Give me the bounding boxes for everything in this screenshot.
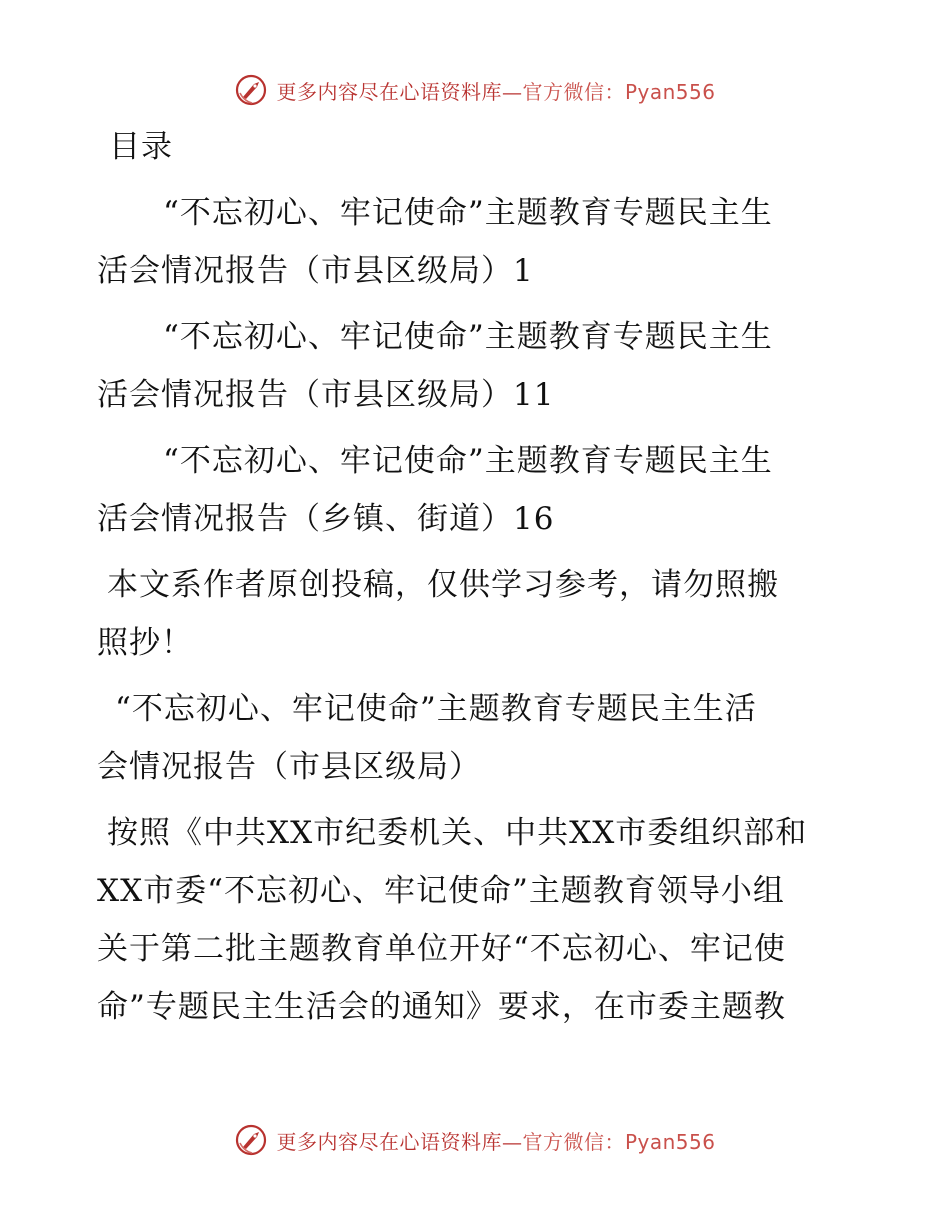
body-line2: XX市委“不忘初心、牢记使命”主题教育领导小组 — [97, 873, 785, 909]
toc-entry-line2: 活会情况报告（市县区级局）1 — [97, 253, 534, 289]
banner-wechat: 官方微信：Pyan556 — [522, 79, 716, 104]
footer-banner — [0, 1120, 950, 1160]
toc-entry[interactable] — [97, 184, 857, 300]
body-line3: 关于第二批主题教育单位开好“不忘初心、牢记使 — [97, 931, 786, 967]
section-title — [97, 680, 857, 796]
toc-title: 目录 — [109, 129, 173, 165]
banner-slogan: 更多内容尽在心语资料库 — [276, 1129, 502, 1154]
body-line1: 按照《中共XX市纪委机关、中共XX市委组织部和 — [107, 815, 808, 851]
toc-entry-line2: 活会情况报告（市县区级局）11 — [97, 377, 555, 413]
banner-text — [276, 76, 715, 105]
banner-slogan: 更多内容尽在心语资料库 — [276, 79, 502, 104]
banner-separator: — — [501, 79, 523, 104]
notice-line1: 本文系作者原创投稿，仅供学习参考，请勿照搬 — [107, 567, 779, 603]
toc-entry-line1: “不忘初心、牢记使命”主题教育专题民主生 — [163, 195, 773, 231]
notice-paragraph — [97, 556, 857, 672]
section-title-line2: 会情况报告（市县区级局） — [97, 749, 481, 785]
pen-nib-icon — [234, 1123, 268, 1157]
body-line4: 命”专题民主生活会的通知》要求，在市委主题教 — [97, 989, 786, 1025]
toc-entry-line2: 活会情况报告（乡镇、街道）16 — [97, 501, 555, 537]
body-paragraph — [97, 804, 857, 1036]
toc-entry[interactable] — [97, 308, 857, 424]
banner-separator: — — [501, 1129, 523, 1154]
toc-entry[interactable] — [97, 432, 857, 548]
banner-text — [276, 1126, 715, 1155]
toc-entry-line1: “不忘初心、牢记使命”主题教育专题民主生 — [163, 443, 773, 479]
section-title-line1: “不忘初心、牢记使命”主题教育专题民主生活 — [115, 691, 757, 727]
pen-nib-icon — [234, 73, 268, 107]
header-banner — [0, 70, 950, 110]
notice-line2: 照抄！ — [97, 625, 193, 661]
document-body — [97, 118, 857, 1036]
banner-wechat: 官方微信：Pyan556 — [522, 1129, 716, 1154]
toc-entry-line1: “不忘初心、牢记使命”主题教育专题民主生 — [163, 319, 773, 355]
